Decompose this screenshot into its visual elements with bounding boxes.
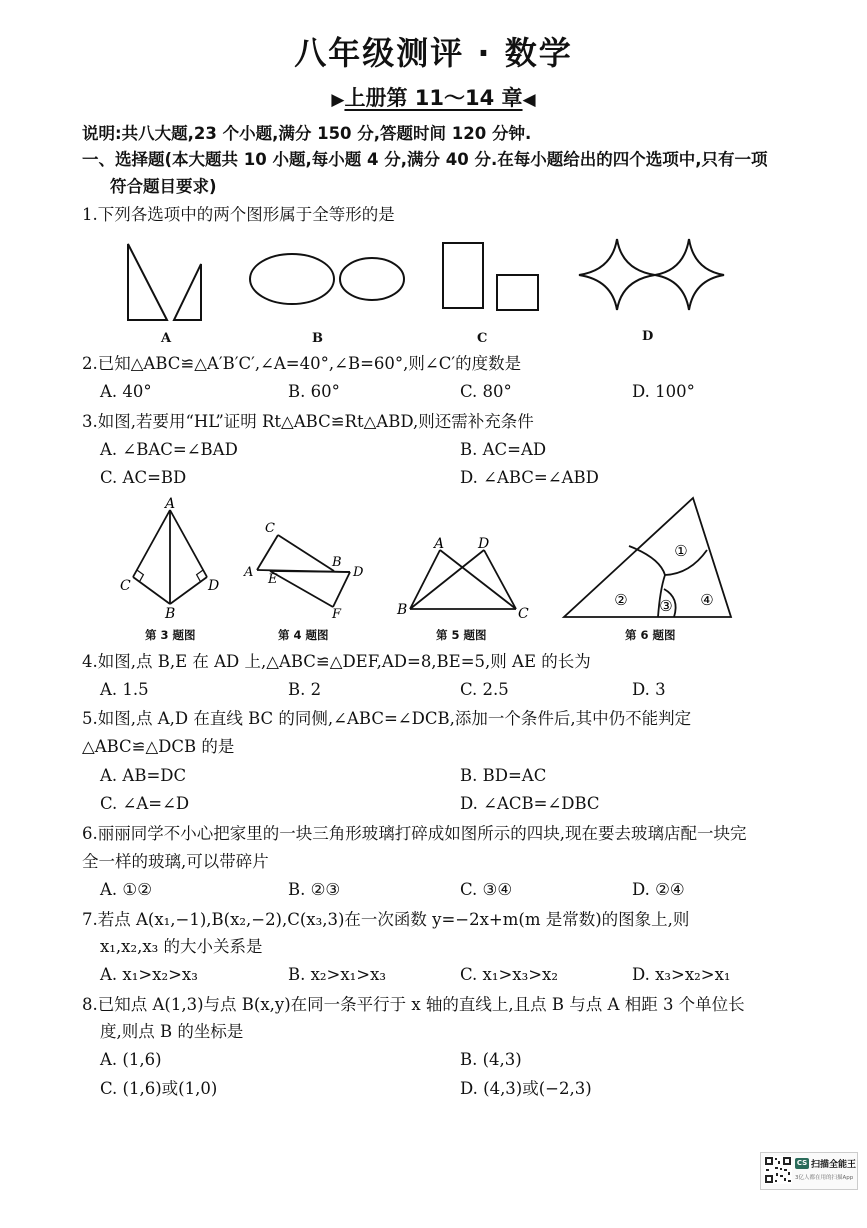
question-1-stem: 1.下列各选项中的两个图形属于全等形的是 (82, 205, 395, 224)
q1-c-rect-tall (443, 243, 483, 308)
fig3-point-d: D (208, 578, 220, 594)
q2-option-d: D. 100° (632, 382, 695, 401)
q1-label-b: B (312, 331, 323, 346)
figure-3-diagram (133, 510, 207, 604)
figure-3-caption: 第 3 题图 (145, 628, 196, 642)
q4-option-a: A. 1.5 (100, 680, 149, 699)
left-triangle-icon: ◀ (522, 90, 536, 110)
q4-option-d: D. 3 (632, 680, 666, 699)
q1-label-d: D (642, 329, 654, 344)
q8-option-b: B. (4,3) (460, 1050, 522, 1069)
q6-option-b: B. ②③ (288, 880, 341, 899)
question-8-stem-cont: 度,则点 B 的坐标是 (100, 1022, 244, 1041)
q5-option-a: A. AB=DC (100, 766, 187, 785)
question-7-stem-cont: x₁,x₂,x₃ 的大小关系是 (100, 937, 263, 956)
q8-option-c: C. (1,6)或(1,0) (100, 1079, 218, 1098)
q7-option-b: B. x₂>x₁>x₃ (288, 965, 387, 984)
q7-option-a: A. x₁>x₂>x₃ (100, 965, 198, 984)
scanner-app-name: 扫描全能王 (811, 1160, 857, 1170)
fig4-point-f: F (332, 607, 342, 622)
q1-label-c: C (477, 331, 488, 346)
question-3-stem: 3.如图,若要用“HL”证明 Rt△ABC≌Rt△ABD,则还需补充条件 (82, 412, 534, 431)
question-5-stem-cont: △ABC≌△DCB 的是 (82, 737, 235, 756)
question-7-stem: 7.若点 A(x₁,−1),B(x₂,−2),C(x₃,3)在一次函数 y=−2x+m(m 是常数)的图象上,则 (82, 910, 690, 929)
q4-option-c: C. 2.5 (460, 680, 509, 699)
fig3-point-b: B (165, 606, 176, 622)
q1-a-triangle-large (128, 244, 167, 320)
q2-option-c: C. 80° (460, 382, 512, 401)
question-4-stem: 4.如图,点 B,E 在 AD 上,△ABC≌△DEF,AD=8,BE=5,则 AE 的长为 (82, 652, 591, 671)
fig6-piece-4: ④ (700, 591, 714, 609)
page-subtitle (0, 82, 867, 112)
q3-option-d: D. ∠ABC=∠ABD (460, 468, 599, 487)
question-6-stem-cont: 全一样的玻璃,可以带碎片 (82, 852, 269, 871)
fig5-point-b: B (397, 602, 408, 618)
question-2-stem: 2.已知△ABC≌△A′B′C′,∠A=40°,∠B=60°,则∠C′的度数是 (82, 354, 522, 373)
figure-5-caption: 第 5 题图 (436, 628, 487, 642)
q7-option-c: C. x₁>x₃>x₂ (460, 965, 558, 984)
fig3-point-c: C (120, 578, 131, 594)
figure-4-diagram (257, 535, 350, 607)
question-8-stem: 8.已知点 A(1,3)与点 B(x,y)在同一条平行于 x 轴的直线上,且点 B 与点 A 相距 3 个单位长 (82, 995, 745, 1014)
q5-option-b: B. BD=AC (460, 766, 547, 785)
fig4-point-b: B (332, 555, 342, 570)
q1-label-a: A (161, 331, 172, 346)
qr-code-icon (764, 1156, 792, 1184)
q5-option-c: C. ∠A=∠D (100, 794, 190, 813)
q3-option-c: C. AC=BD (100, 468, 187, 487)
q1-b-ellipse-left (250, 254, 334, 304)
q4-option-b: B. 2 (288, 680, 322, 699)
q3-option-a: A. ∠BAC=∠BAD (100, 440, 238, 459)
figure-5-diagram (410, 550, 516, 609)
q7-option-d: D. x₃>x₂>x₁ (632, 965, 731, 984)
q1-d-star-right (655, 239, 724, 310)
q6-option-c: C. ③④ (460, 880, 513, 899)
scanner-watermark (760, 1152, 858, 1190)
exam-instructions: 说明:共八大题,23 个小题,满分 150 分,答题时间 120 分钟. (82, 124, 532, 143)
fig3-point-a: A (165, 496, 176, 512)
q5-option-d: D. ∠ACB=∠DBC (460, 794, 600, 813)
q1-c-rect-small (497, 275, 538, 310)
q6-option-d: D. ②④ (632, 880, 685, 899)
fig6-piece-3: ③ (659, 597, 673, 615)
q8-option-a: A. (1,6) (100, 1050, 162, 1069)
q6-option-a: A. ①② (100, 880, 152, 899)
fig4-point-e: E (268, 572, 278, 587)
fig5-point-c: C (518, 606, 529, 622)
q8-option-d: D. (4,3)或(−2,3) (460, 1079, 592, 1098)
section-heading-cont: 符合题目要求) (110, 177, 217, 196)
q1-b-ellipse-right (340, 258, 404, 300)
q3-option-b: B. AC=AD (460, 440, 547, 459)
fig4-point-c: C (265, 521, 275, 536)
fig5-point-a: A (434, 536, 445, 552)
figures-row (0, 490, 867, 625)
camscanner-logo-icon: CS (796, 1159, 808, 1167)
fig4-point-d: D (353, 565, 364, 580)
q2-option-a: A. 40° (100, 382, 152, 401)
section-heading: 一、选择题(本大题共 10 小题,每小题 4 分,满分 40 分.在每小题给出的四个选项中,只有一项 (82, 150, 768, 169)
fig5-point-d: D (478, 536, 490, 552)
fig4-point-a: A (244, 565, 254, 580)
q1-shapes-figure (0, 230, 867, 330)
scanner-tagline: 3亿人都在用的扫描App (795, 1175, 854, 1181)
question-5-stem: 5.如图,点 A,D 在直线 BC 的同侧,∠ABC=∠DCB,添加一个条件后,其中仍不能判定 (82, 709, 692, 728)
fig6-piece-2: ② (614, 591, 628, 609)
figure-6-caption: 第 6 题图 (625, 628, 676, 642)
right-triangle-icon: ▶ (331, 90, 345, 110)
figure-4-caption: 第 4 题图 (278, 628, 329, 642)
question-6-stem: 6.丽丽同学不小心把家里的一块三角形玻璃打碎成如图所示的四块,现在要去玻璃店配一块完 (82, 824, 747, 843)
q1-d-star-left (579, 239, 655, 310)
q2-option-b: B. 60° (288, 382, 340, 401)
subtitle-text: 上册第 11～14 章 (344, 86, 523, 110)
fig6-piece-1: ① (674, 542, 688, 560)
page-title: 八年级测评 · 数学 (294, 34, 573, 72)
q1-a-triangle-small (174, 264, 201, 320)
